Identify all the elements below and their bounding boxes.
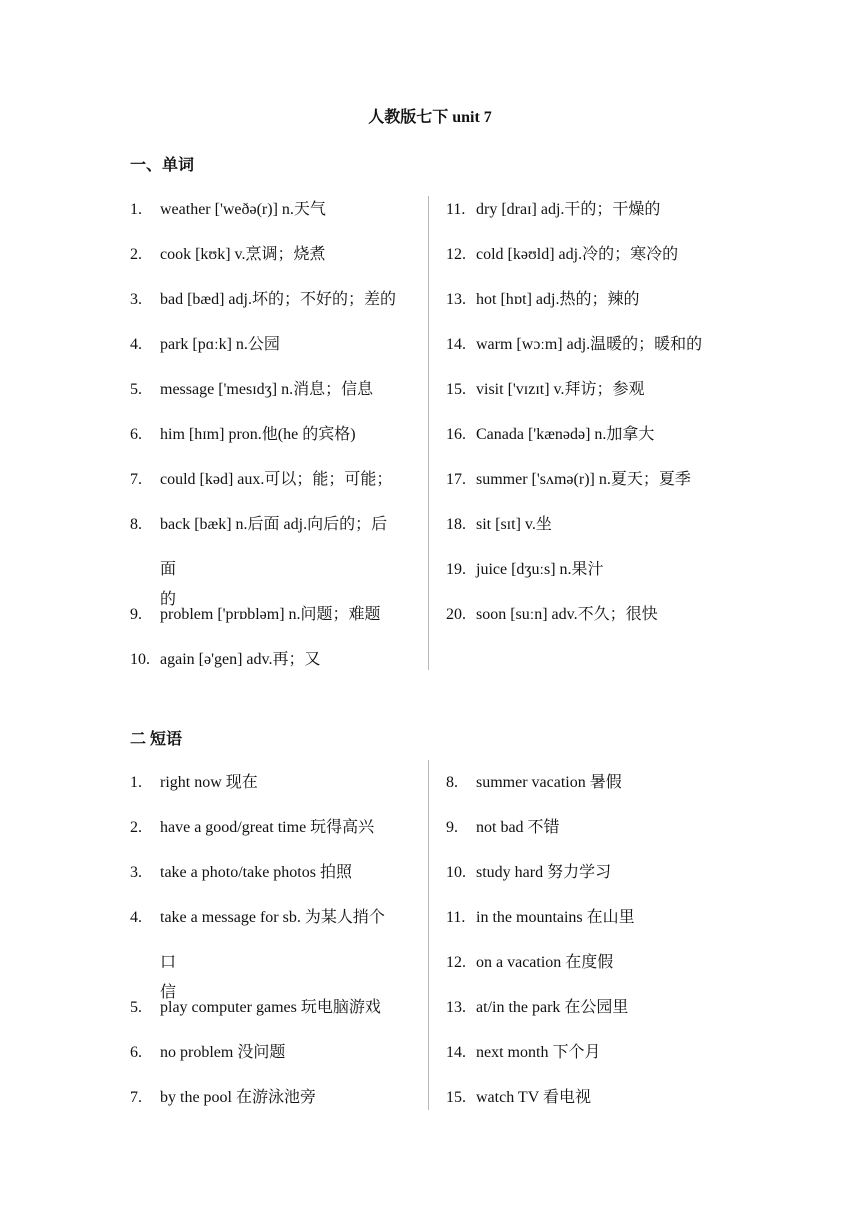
item-text: not bad 不错 <box>476 819 560 836</box>
item-text: summer vacation 暑假 <box>476 774 622 791</box>
item-number: 10. <box>446 864 466 881</box>
item-number: 6. <box>130 1044 142 1061</box>
section-heading-phrases: 二 短语 <box>130 731 183 748</box>
item-text: take a message for sb. 为某人捎个 <box>160 909 385 926</box>
page-title: 人教版七下 unit 7 <box>368 109 492 126</box>
item-number: 12. <box>446 954 466 971</box>
item-text: no problem 没问题 <box>160 1044 286 1061</box>
item-text: problem ['prɒbləm] n.问题；难题 <box>160 606 381 623</box>
item-text: bad [bæd] adj.坏的；不好的；差的 <box>160 291 396 308</box>
item-text: could [kəd] aux.可以；能；可能； <box>160 471 393 488</box>
item-number: 7. <box>130 471 142 488</box>
item-text: park [pɑːk] n.公园 <box>160 336 280 353</box>
item-text: at/in the park 在公园里 <box>476 999 629 1016</box>
item-text: again [ə'gen] adv.再；又 <box>160 651 321 668</box>
item-text: sit [sɪt] v.坐 <box>476 516 552 533</box>
item-number: 15. <box>446 381 466 398</box>
item-text: Canada ['kænədə] n.加拿大 <box>476 426 655 443</box>
item-text: right now 现在 <box>160 774 258 791</box>
item-number: 5. <box>130 999 142 1016</box>
item-text: by the pool 在游泳池旁 <box>160 1089 316 1106</box>
item-text: message ['mesɪdʒ] n.消息；信息 <box>160 381 374 398</box>
item-number: 19. <box>446 561 466 578</box>
item-number: 4. <box>130 336 142 353</box>
item-text: study hard 努力学习 <box>476 864 612 881</box>
item-number: 14. <box>446 336 466 353</box>
item-number: 15. <box>446 1089 466 1106</box>
item-text: soon [suːn] adv.不久；很快 <box>476 606 658 623</box>
item-number: 7. <box>130 1089 142 1106</box>
item-number: 18. <box>446 516 466 533</box>
item-text: have a good/great time 玩得高兴 <box>160 819 375 836</box>
item-text: back [bæk] n.后面 adj.向后的；后 <box>160 516 388 533</box>
item-number: 16. <box>446 426 466 443</box>
item-number: 4. <box>130 909 142 926</box>
item-number: 12. <box>446 246 466 263</box>
item-number: 6. <box>130 426 142 443</box>
item-number: 14. <box>446 1044 466 1061</box>
item-number: 3. <box>130 864 142 881</box>
item-number: 17. <box>446 471 466 488</box>
item-text: in the mountains 在山里 <box>476 909 635 926</box>
item-number: 9. <box>130 606 142 623</box>
item-text: him [hɪm] pron.他(he 的宾格) <box>160 426 356 443</box>
item-number: 2. <box>130 246 142 263</box>
item-text: dry [draɪ] adj.干的；干燥的 <box>476 201 661 218</box>
item-text: play computer games 玩电脑游戏 <box>160 999 381 1016</box>
item-number: 8. <box>130 516 142 533</box>
item-text: cold [kəʊld] adj.冷的；寒冷的 <box>476 246 679 263</box>
item-number: 3. <box>130 291 142 308</box>
item-number: 2. <box>130 819 142 836</box>
item-number: 20. <box>446 606 466 623</box>
item-number: 10. <box>130 651 150 668</box>
item-text: weather ['weðə(r)] n.天气 <box>160 201 326 218</box>
item-text: hot [hɒt] adj.热的；辣的 <box>476 291 640 308</box>
item-text: cook [kʊk] v.烹调；烧煮 <box>160 246 326 263</box>
item-number: 13. <box>446 291 466 308</box>
item-text: warm [wɔːm] adj.温暖的；暖和的 <box>476 336 703 353</box>
item-text: next month 下个月 <box>476 1044 601 1061</box>
item-text: watch TV 看电视 <box>476 1089 591 1106</box>
item-number: 8. <box>446 774 458 791</box>
item-text-continued: 口信 <box>160 954 177 1001</box>
item-number: 1. <box>130 201 142 218</box>
item-text: on a vacation 在度假 <box>476 954 614 971</box>
item-number: 13. <box>446 999 466 1016</box>
item-text: take a photo/take photos 拍照 <box>160 864 352 881</box>
section-heading-words: 一、单词 <box>130 157 195 174</box>
column-divider <box>428 196 429 670</box>
item-number: 11. <box>446 201 466 218</box>
item-number: 11. <box>446 909 466 926</box>
column-divider <box>428 760 429 1110</box>
item-number: 9. <box>446 819 458 836</box>
item-number: 5. <box>130 381 142 398</box>
item-text: juice [dʒuːs] n.果汁 <box>476 561 604 578</box>
item-text: summer ['sʌmə(r)] n.夏天；夏季 <box>476 471 691 488</box>
item-number: 1. <box>130 774 142 791</box>
item-text-continued: 面的 <box>160 561 177 608</box>
item-text: visit ['vɪzɪt] v.拜访；参观 <box>476 381 645 398</box>
